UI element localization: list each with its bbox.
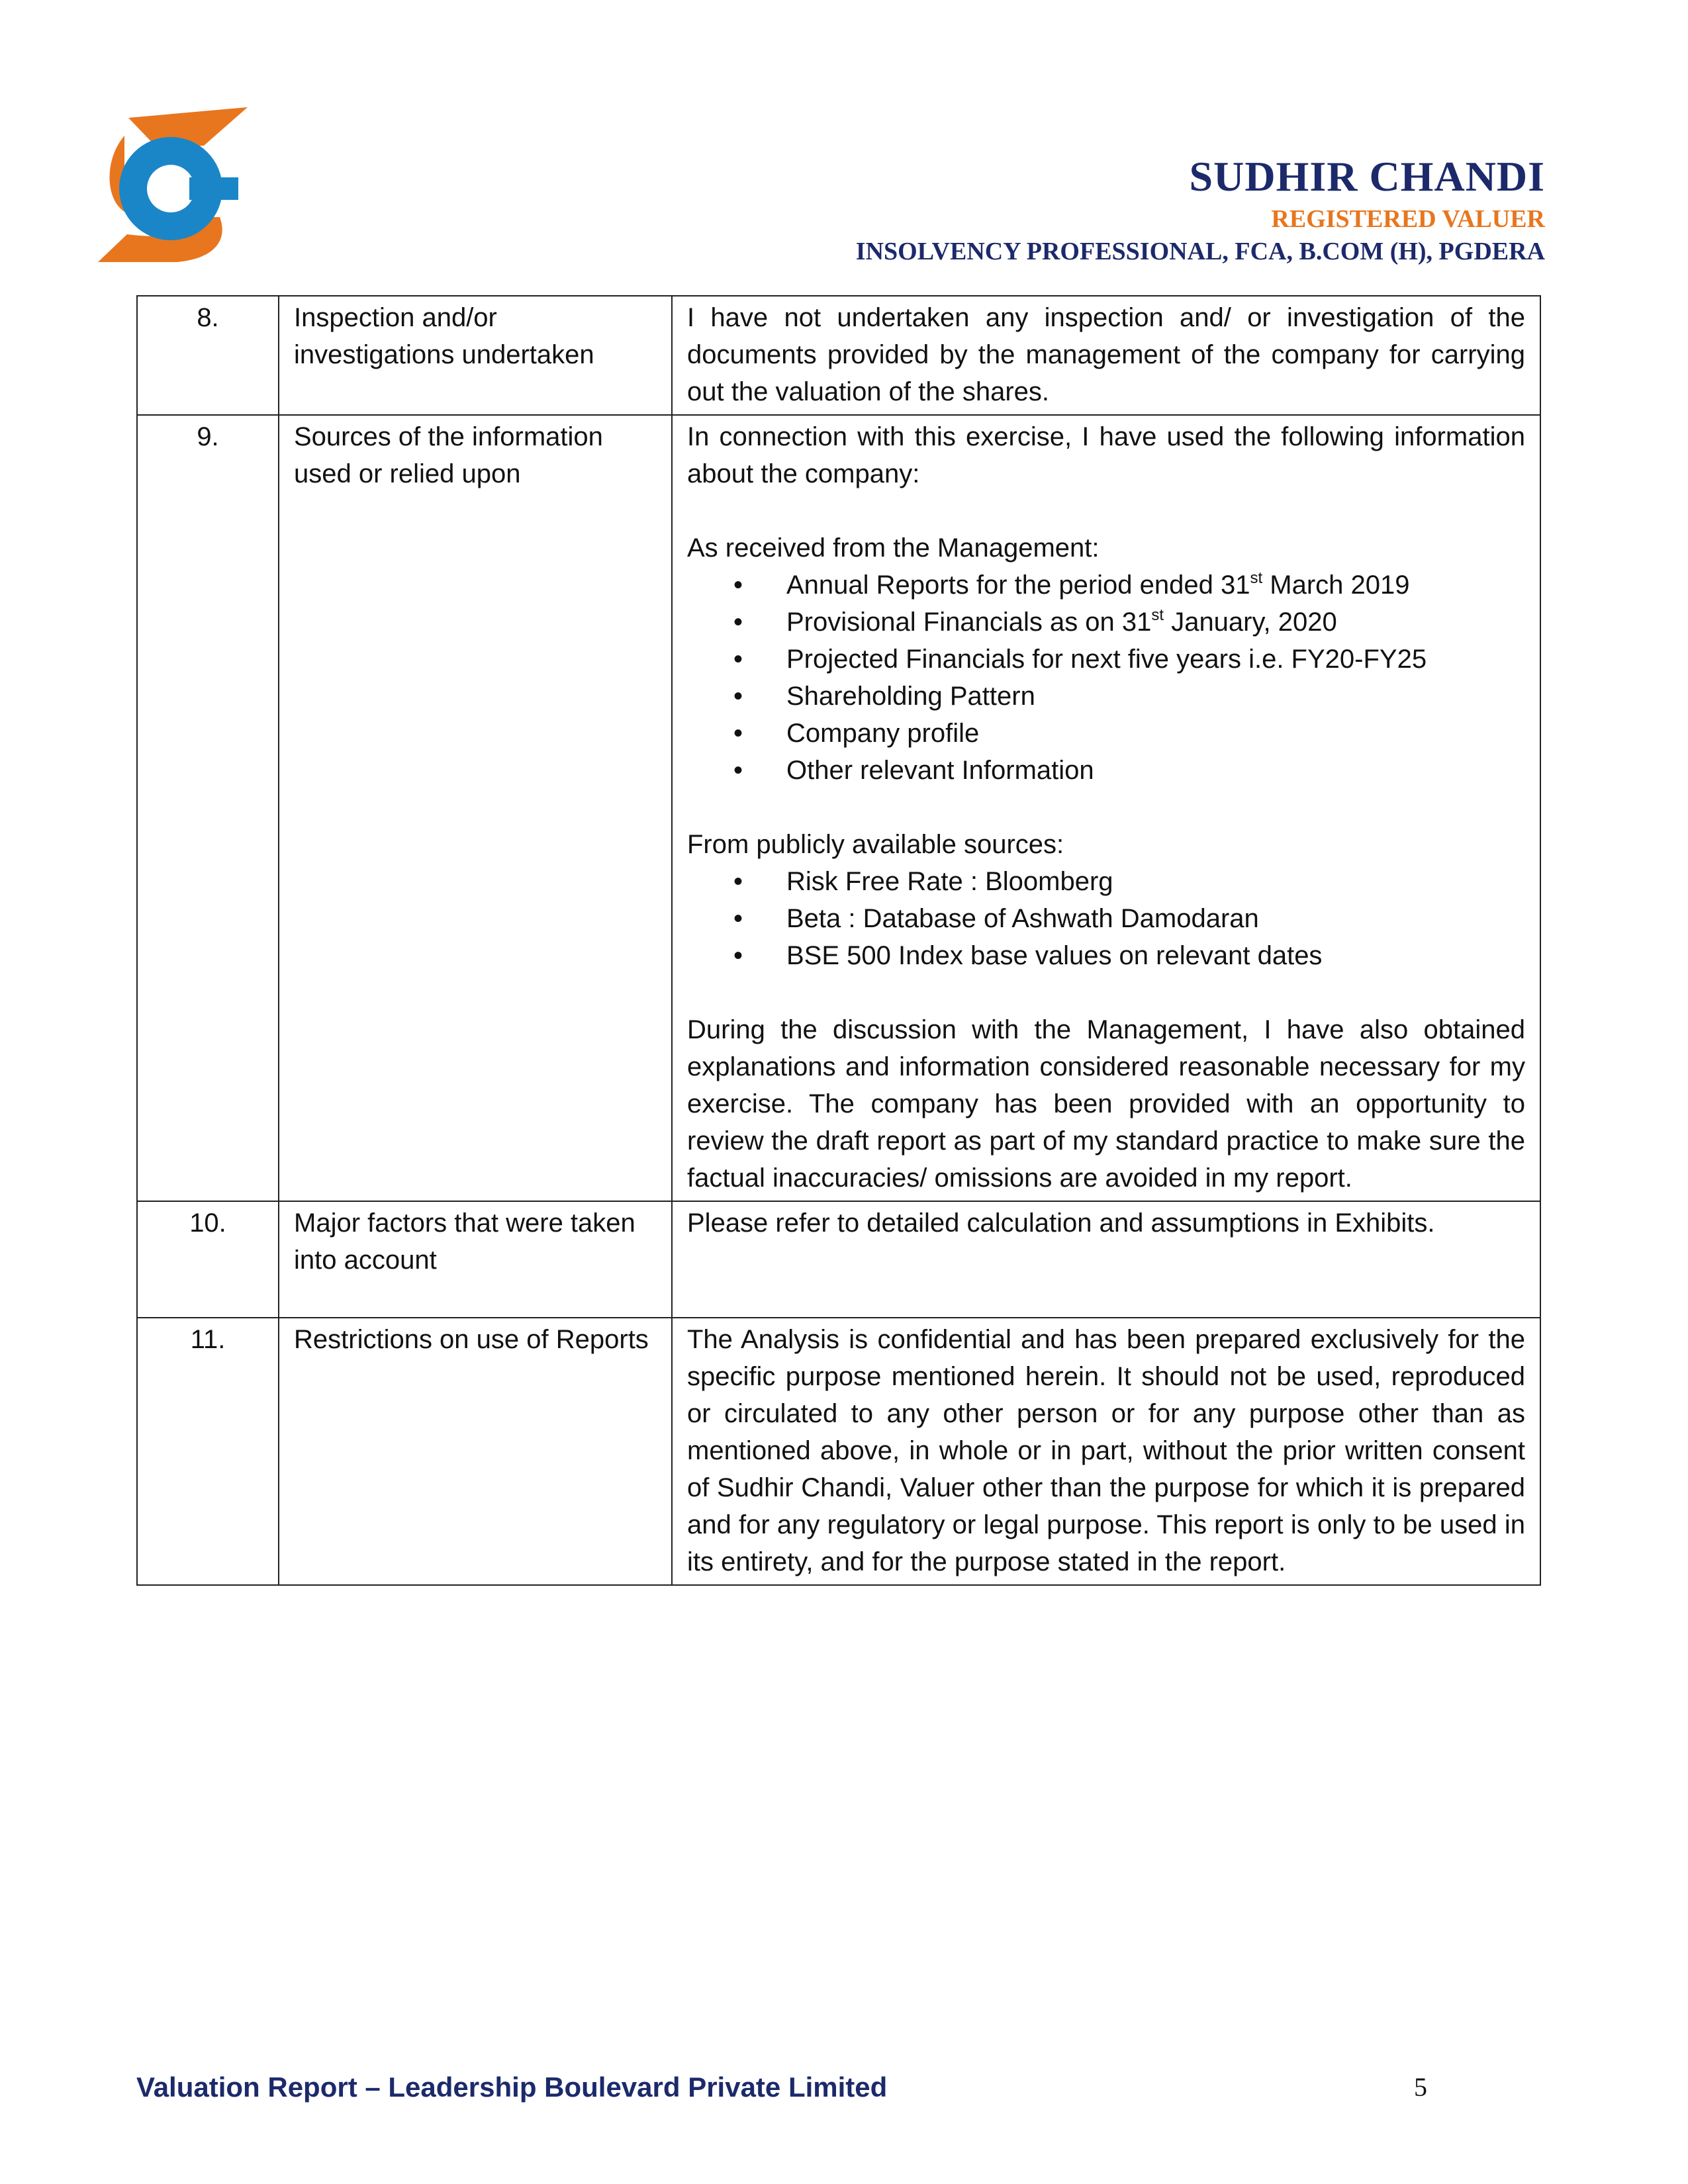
row-description [672,1201,1540,1318]
row-number: 8. [137,296,279,415]
valuation-details-table [136,295,1541,1586]
list-item: • Other relevant Information [733,756,1094,785]
management-sources-heading: As received from the Management: [687,533,1100,563]
row-number: 10. [137,1201,279,1318]
page-number: 5 [1414,2072,1427,2102]
valuer-name: SUDHIR CHANDI [1189,153,1545,200]
row-description [672,415,1540,1201]
table-row [137,296,1540,415]
row-description [672,296,1540,415]
row-factor: Sources of the information used or relied upon [279,415,672,1201]
public-sources-heading: From publicly available sources: [687,830,1064,859]
list-item: • Company profile [733,719,980,748]
row-number: 11. [137,1318,279,1585]
row-factor: Restrictions on use of Reports [279,1318,672,1585]
description-intro: In connection with this exercise, I have used the following information about the company: [687,422,1525,488]
list-item: • Beta : Database of Ashwath Damodaran [733,904,1259,933]
row-number: 9. [137,415,279,1201]
letterhead [856,154,1545,267]
description-text: The Analysis is confidential and has been prepared exclusively for the specific purpose mentioned herein. It should not be used, reproduced or circulated to any other person or for any purpose other than as mentioned above, in whole or in part, without the prior written consent of Sudhir Chandi, Valuer other than the purpose for which it is prepared and for any regulatory or legal purpose. This report is only to be used in its entirety, and for the purpose stated in the report. [687,1325,1525,1576]
list-item: • Projected Financials for next five years i.e. FY20-FY25 [733,645,1427,674]
management-sources-list [687,567,1525,789]
sc-logo-icon [98,106,248,262]
valuer-qualifications: INSOLVENCY PROFESSIONAL, FCA, B.COM (H), PGDERA [855,238,1545,265]
list-item: • Risk Free Rate : Bloomberg [733,867,1113,896]
public-sources-list [687,863,1525,974]
list-item: • Shareholding Pattern [733,682,1035,711]
table-row [137,1318,1540,1585]
list-item: • BSE 500 Index base values on relevant dates [733,941,1323,970]
description-closing: During the discussion with the Management, I have also obtained explanations and information considered reasonable necessary for my exercise. The company has been provided with an opportunity to review the draft report as part of my standard practice to make sure the factual inaccuracies/ omissions are avoided in my report. [687,1015,1525,1193]
description-text: Please refer to detailed calculation and assumptions in Exhibits. [687,1208,1435,1238]
table-row [137,415,1540,1201]
list-item: • Annual Reports for the period ended 31st March 2019 [733,569,1410,600]
list-item: • Provisional Financials as on 31st January, 2020 [733,606,1337,637]
row-description [672,1318,1540,1585]
valuer-role: REGISTERED VALUER [1271,205,1545,233]
report-footer-title: Valuation Report – Leadership Boulevard Private Limited [136,2071,888,2103]
row-factor: Inspection and/or investigations undertaken [279,296,672,415]
row-factor: Major factors that were taken into account [279,1201,672,1318]
table-row [137,1201,1540,1318]
description-text: I have not undertaken any inspection and/ or investigation of the documents provided by the management of the company for carrying out the valuation of the shares. [687,303,1525,406]
